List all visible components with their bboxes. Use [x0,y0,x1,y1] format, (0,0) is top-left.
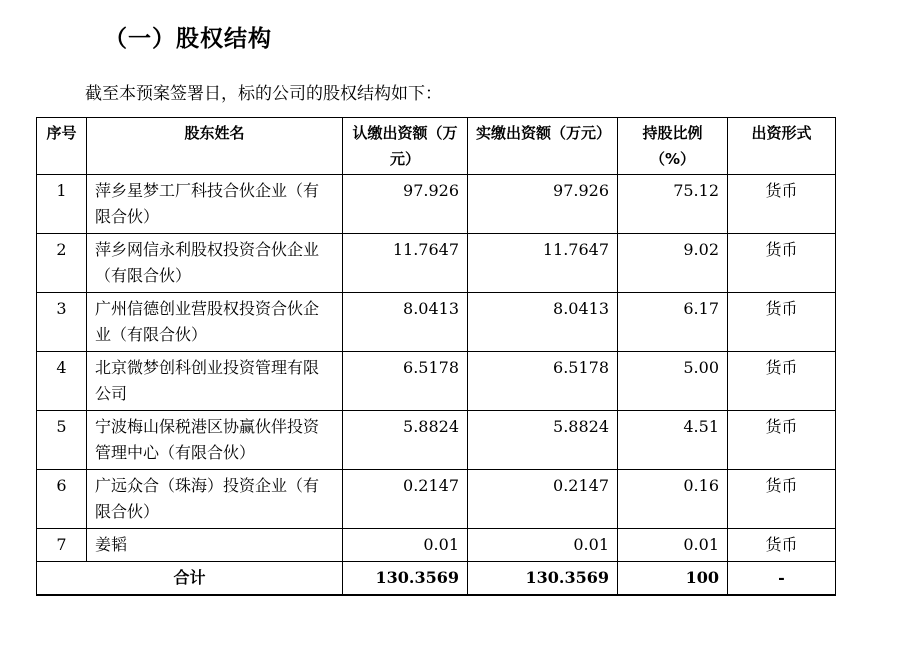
cell-holding-ratio: 6.17 [618,293,728,352]
cell-contribution-form: 货币 [728,175,836,234]
cell-contribution-form: 货币 [728,352,836,411]
header-paid: 实缴出资额（万元） [468,118,618,175]
cell-subscribed-capital: 8.0413 [343,293,468,352]
cell-paid-capital: 0.01 [468,529,618,562]
cell-holding-ratio: 9.02 [618,234,728,293]
table-row [37,234,836,293]
cell-subscribed-capital: 0.01 [343,529,468,562]
table-row [37,411,836,470]
cell-paid-capital: 8.0413 [468,293,618,352]
total-paid: 130.3569 [468,562,618,596]
cell-shareholder-name: 萍乡网信永利股权投资合伙企业（有限合伙） [87,234,343,293]
cell-holding-ratio: 0.16 [618,470,728,529]
cell-shareholder-name: 姜韬 [87,529,343,562]
header-form: 出资形式 [728,118,836,175]
total-form: - [728,562,836,596]
table-row [37,470,836,529]
table-row [37,175,836,234]
cell-contribution-form: 货币 [728,411,836,470]
cell-no: 1 [37,175,87,234]
cell-no: 2 [37,234,87,293]
cell-subscribed-capital: 11.7647 [343,234,468,293]
cell-paid-capital: 97.926 [468,175,618,234]
cell-contribution-form: 货币 [728,529,836,562]
header-ratio: 持股比例（%） [618,118,728,175]
cell-contribution-form: 货币 [728,293,836,352]
cell-shareholder-name: 北京微梦创科创业投资管理有限公司 [87,352,343,411]
cell-subscribed-capital: 97.926 [343,175,468,234]
total-ratio: 100 [618,562,728,596]
cell-no: 3 [37,293,87,352]
table-row [37,529,836,562]
cell-paid-capital: 5.8824 [468,411,618,470]
cell-subscribed-capital: 0.2147 [343,470,468,529]
cell-contribution-form: 货币 [728,234,836,293]
equity-structure-table [36,117,836,596]
header-subscribed: 认缴出资额（万元） [343,118,468,175]
table-row [37,293,836,352]
cell-paid-capital: 0.2147 [468,470,618,529]
table-header-row [37,118,836,175]
total-label: 合计 [37,562,343,596]
total-row [37,562,836,596]
cell-subscribed-capital: 6.5178 [343,352,468,411]
cell-shareholder-name: 宁波梅山保税港区协赢伙伴投资管理中心（有限合伙） [87,411,343,470]
section-heading: （一）股权结构 [104,26,272,52]
cell-no: 5 [37,411,87,470]
cell-holding-ratio: 4.51 [618,411,728,470]
cell-contribution-form: 货币 [728,470,836,529]
cell-shareholder-name: 广州信德创业营股权投资合伙企业（有限合伙） [87,293,343,352]
cell-no: 7 [37,529,87,562]
cell-subscribed-capital: 5.8824 [343,411,468,470]
cell-holding-ratio: 75.12 [618,175,728,234]
header-no: 序号 [37,118,87,175]
cell-no: 4 [37,352,87,411]
intro-paragraph: 截至本预案签署日，标的公司的股权结构如下： [85,84,442,104]
cell-holding-ratio: 0.01 [618,529,728,562]
cell-no: 6 [37,470,87,529]
cell-paid-capital: 6.5178 [468,352,618,411]
cell-holding-ratio: 5.00 [618,352,728,411]
total-subscribed: 130.3569 [343,562,468,596]
table-row [37,352,836,411]
cell-shareholder-name: 萍乡星梦工厂科技合伙企业（有限合伙） [87,175,343,234]
cell-paid-capital: 11.7647 [468,234,618,293]
cell-shareholder-name: 广远众合（珠海）投资企业（有限合伙） [87,470,343,529]
header-name: 股东姓名 [87,118,343,175]
